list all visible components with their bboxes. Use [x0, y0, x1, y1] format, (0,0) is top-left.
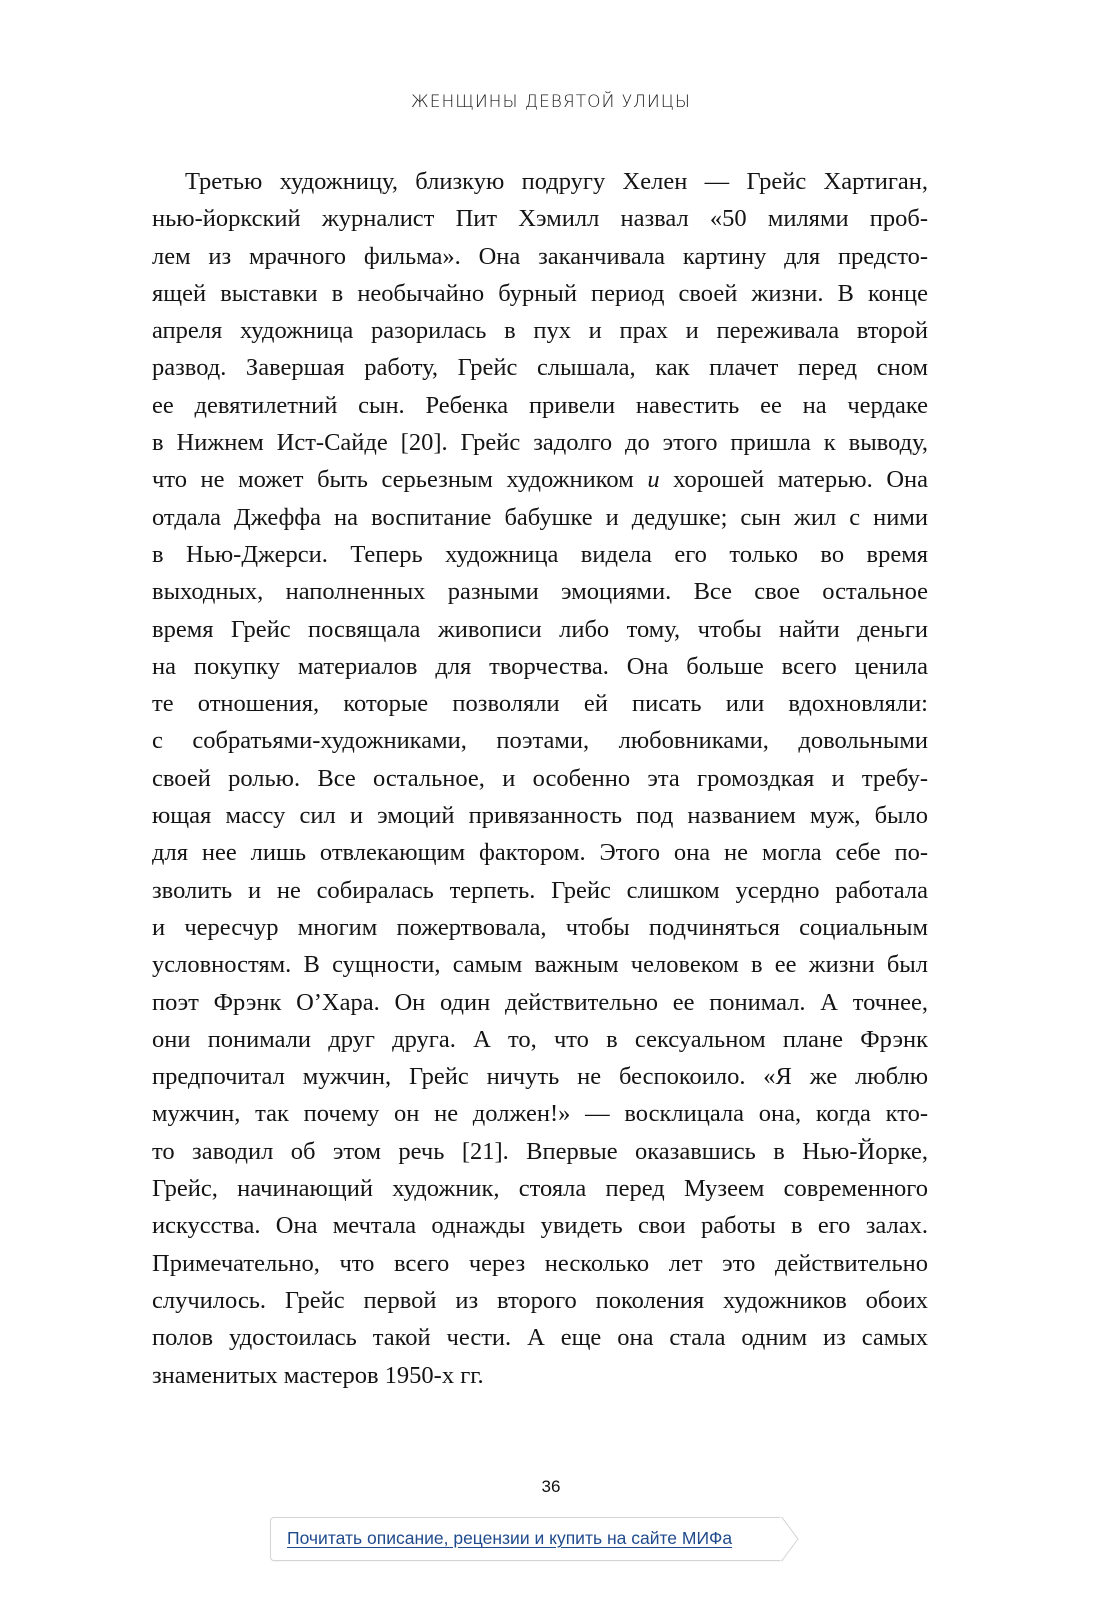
text-line: апреля художница разорилась в пух и прах и переживала второй — [152, 317, 928, 345]
text-line: нью-йоркский журналист Пит Хэмилл назвал «50 милями проб- — [152, 205, 928, 233]
buy-on-mif-link[interactable]: Почитать описание, рецензии и купить на сайте МИФа — [287, 1528, 733, 1548]
text-line: Грейс, начинающий художник, стояла перед Музеем современного — [152, 1175, 928, 1203]
text-line: то заводил об этом речь [21]. Впервые оказавшись в Нью-Йорке, — [152, 1137, 928, 1165]
text-line: выходных, наполненных разными эмоциями. Все свое остальное — [152, 578, 928, 606]
text-line: те отношения, которые позволяли ей писать или вдохновляли: — [152, 690, 928, 718]
text-line: они понимали друг друга. А то, что в сексуальном плане Фрэнк — [152, 1025, 928, 1053]
text-line: на покупку материалов для творчества. Она больше всего ценила — [152, 652, 928, 680]
text-line: и чересчур многим пожертвовала, чтобы подчиняться социальным — [152, 913, 928, 941]
text-line: с собратьями-художниками, поэтами, любовниками, довольными — [152, 727, 928, 755]
text-line — [152, 461, 928, 498]
text-line: в Нью-Джерси. Теперь художница видела его только во время — [152, 540, 928, 568]
text-line: развод. Завершая работу, Грейс слышала, как плачет перед сном — [152, 354, 928, 382]
text-segment: что не может быть серьезным художником — [152, 466, 648, 494]
text-segment: хорошей матерью. Она — [659, 466, 928, 494]
text-line: в Нижнем Ист-Сайде [20]. Грейс задолго до этого пришла к выводу, — [152, 429, 928, 457]
text-line: время Грейс посвящала живописи либо тому, чтобы найти деньги — [152, 615, 928, 643]
text-line: знаменитых мастеров 1950-х гг. — [152, 1361, 484, 1389]
text-line: Третью художницу, близкую подругу Хелен — Грейс Хартиган, — [185, 168, 928, 195]
body-paragraph — [152, 163, 928, 1394]
running-head: ЖЕНЩИНЫ ДЕВЯТОЙ УЛИЦЫ — [411, 92, 691, 112]
page-number: 36 — [541, 1477, 561, 1492]
text-line: предпочитал мужчин, Грейс ничуть не беспокоило. «Я же люблю — [152, 1063, 928, 1091]
text-line: отдала Джеффа на воспитание бабушке и дедушке; сын жил с ними — [152, 503, 928, 531]
text-line: своей ролью. Все остальное, и особенно эта громоздкая и требу- — [152, 764, 928, 792]
text-line: ющая массу сил и эмоций привязанность под названием муж, было — [152, 802, 928, 830]
italic-emphasis: и — [647, 466, 660, 494]
text-line: поэт Фрэнк О’Хара. Он один действительно ее понимал. А точнее, — [152, 988, 928, 1016]
text-line: ящей выставки в необычайно бурный период своей жизни. В конце — [152, 279, 928, 307]
text-line: зволить и не собиралась терпеть. Грейс слишком усердно работала — [152, 876, 928, 904]
text-line: ее девятилетний сын. Ребенка привели навестить ее на чердаке — [152, 391, 928, 419]
text-line: полов удостоилась такой чести. А еще она стала одним из самых — [152, 1324, 928, 1352]
text-line: условностям. В сущности, самым важным человеком в ее жизни был — [152, 951, 928, 979]
text-line: Примечательно, что всего через несколько лет это действительно — [152, 1249, 928, 1277]
banner-arrow-icon — [780, 1517, 800, 1561]
text-line: случилось. Грейс первой из второго поколения художников обоих — [152, 1286, 928, 1314]
text-line: мужчин, так почему он не должен!» — восклицала она, когда кто- — [152, 1100, 928, 1128]
text-line: для нее лишь отвлекающим фактором. Этого она не могла себе по- — [152, 839, 928, 867]
text-line: искусства. Она мечтала однажды увидеть свои работы в его залах. — [152, 1212, 928, 1240]
text-line: лем из мрачного фильма». Она заканчивала картину для предсто- — [152, 242, 928, 270]
